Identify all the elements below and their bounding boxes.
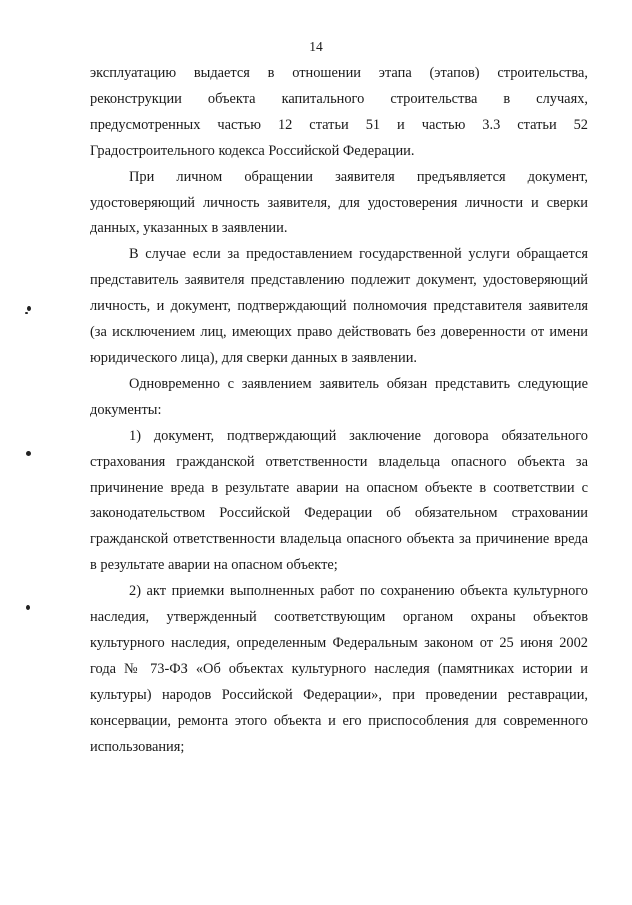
- list-item-insurance: 1) документ, подтверждающий заключение договора обязательного страхования гражданской ответственности владельца опасного объекта за причинение вреда в результате аварии на опасном объекте в соответствии с законодательством Российской Федерации об обязательном страховании гражданской ответственности владельца опасного объекта за причинение вреда в результате аварии на опасном объекте;: [90, 427, 588, 574]
- list-item-heritage-act: 2) акт приемки выполненных работ по сохранению объекта культурного наследия, утвержденный соответствующим органом охраны объектов культурного наследия, определенным Федеральным законом от 25 июня 2002 года № 73-ФЗ «Об объектах культурного наследия (памятниках истории и культуры) народов Российской Федерации», при проведении реставрации, консервации, ремонта этого объекта и его приспособления для современного использования;: [90, 583, 588, 755]
- scan-speck: [25, 312, 28, 314]
- paragraph-personal-visit: При личном обращении заявителя предъявляется документ, удостоверяющий личность заявителя, для удостоверения личности и сверки данных, указанных в заявлении.: [90, 168, 588, 237]
- page-number: 14: [309, 39, 323, 54]
- paragraph-continuation: эксплуатацию выдается в отношении этапа (этапов) строительства, реконструкции объекта капитального строительства в случаях, предусмотренных частью 12 статьи 51 и частью 3.3 статьи 52 Градостроительного кодекса Российской Федерации.: [90, 65, 588, 159]
- document-body: [90, 61, 588, 760]
- scan-speck: [26, 451, 31, 456]
- paragraph-documents-intro: Одновременно с заявлением заявитель обязан представить следующие документы:: [90, 375, 588, 418]
- scan-speck: [27, 306, 31, 311]
- scan-speck: [26, 605, 30, 610]
- paragraph-representative: В случае если за предоставлением государственной услуги обращается представитель заявителя представлению подлежит документ, удостоверяющий личность, и документ, подтверждающий полномочия представителя заявителя (за исключением лиц, имеющих право действовать без доверенности от имени юридического лица), для сверки данных в заявлении.: [90, 246, 588, 366]
